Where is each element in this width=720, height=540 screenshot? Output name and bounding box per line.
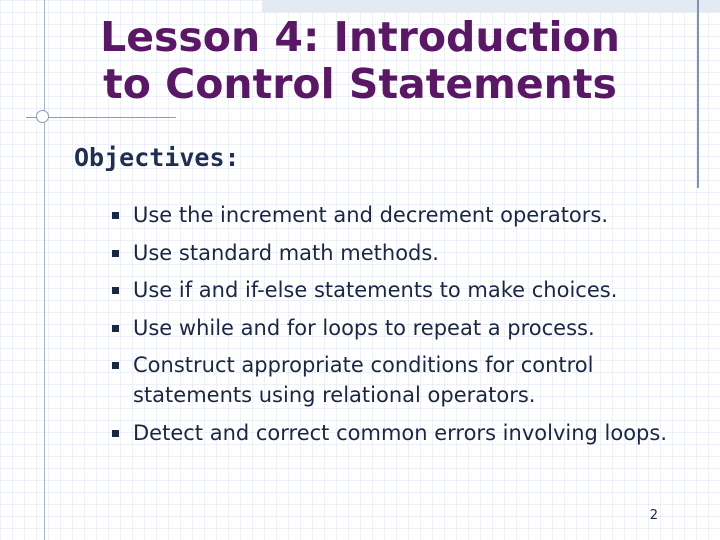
square-bullet-icon [112,325,119,332]
list-item [108,275,688,305]
slide-title-line-2: to Control Statements [103,60,617,108]
list-item-text: Use while and for loops to repeat a process. [133,315,595,340]
list-item-text: Detect and correct common errors involving loops. [133,420,667,445]
list-item-text: Use the increment and decrement operators. [133,203,609,227]
objectives-list [108,200,688,448]
list-item [108,238,688,268]
square-bullet-icon [112,287,119,294]
list-item-text: Use standard math methods. [133,240,439,265]
square-bullet-icon [112,362,119,369]
list-item [108,200,688,230]
slide-title [40,14,680,108]
list-item-text: Construct appropriate conditions for control statements using relational operators. [133,353,594,407]
list-item [108,313,688,343]
square-bullet-icon [112,430,119,437]
list-item-text: Use if and if-else statements to make choices. [133,278,618,302]
square-bullet-icon [112,212,119,219]
right-vertical-rule [697,0,699,188]
corner-circle-ornament [36,110,49,123]
slide-title-line-1: Lesson 4: Introduction [100,13,620,61]
list-item [108,418,688,448]
page-number: 2 [649,508,658,523]
objectives-heading: Objectives: [74,143,240,172]
list-item [108,350,688,410]
square-bullet-icon [112,250,119,257]
top-decorative-band [262,0,720,12]
